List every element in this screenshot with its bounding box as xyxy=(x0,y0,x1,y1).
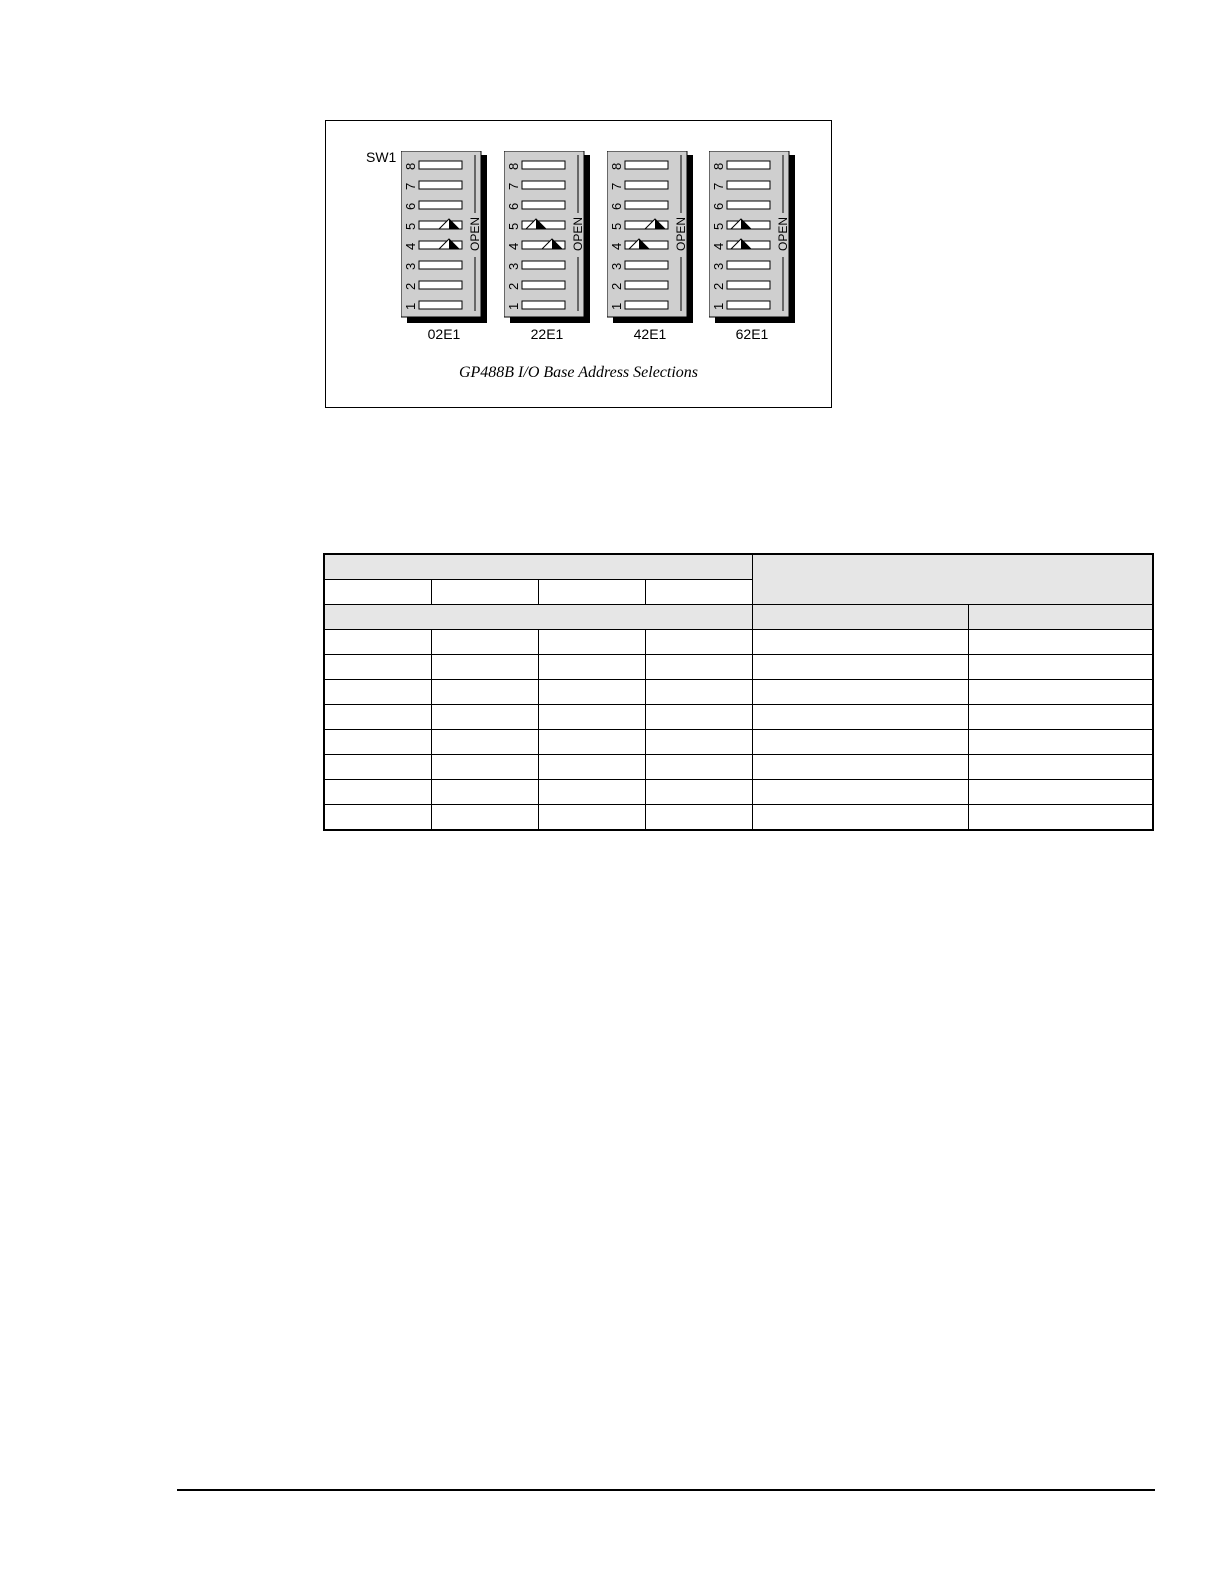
open-label: OPEN xyxy=(674,216,688,251)
switch-slot xyxy=(625,181,668,189)
table-cell xyxy=(324,680,431,705)
switch-position-number: 3 xyxy=(609,262,624,270)
table-cell xyxy=(968,805,1153,831)
switch-slot xyxy=(522,261,565,269)
switch-position-number: 4 xyxy=(711,242,726,250)
table-cell xyxy=(645,705,752,730)
address-label-02e1: 02E1 xyxy=(427,326,461,342)
table-cell xyxy=(538,730,645,755)
table-row xyxy=(324,780,1153,805)
table-cell xyxy=(968,680,1153,705)
switch-id-label: SW1 xyxy=(366,149,397,165)
switch-position-number: 4 xyxy=(609,242,624,250)
switch-position-number: 7 xyxy=(506,182,521,190)
table-cell xyxy=(538,680,645,705)
table-header-cell xyxy=(538,580,645,605)
switch-position-number: 5 xyxy=(711,222,726,230)
switch-position-number: 1 xyxy=(609,302,624,310)
switch-slot xyxy=(727,301,770,309)
table-cell xyxy=(968,780,1153,805)
switch-position-number: 6 xyxy=(506,202,521,210)
switch-slot xyxy=(727,201,770,209)
dip-switch-drawing xyxy=(401,151,487,323)
footer-divider xyxy=(177,1489,1155,1491)
table-row xyxy=(324,730,1153,755)
switch-position-number: 7 xyxy=(403,182,418,190)
switch-slot xyxy=(727,161,770,169)
switch-slot xyxy=(419,161,462,169)
address-label-22e1: 22E1 xyxy=(530,326,564,342)
switch-position-number: 8 xyxy=(506,162,521,170)
switch-position-number: 5 xyxy=(506,222,521,230)
table-header-cell xyxy=(752,605,968,630)
table-row xyxy=(324,630,1153,655)
switch-slot xyxy=(522,181,565,189)
switch-slot xyxy=(419,261,462,269)
table-header-cell xyxy=(324,554,752,580)
table-cell xyxy=(538,805,645,831)
table-cell xyxy=(538,705,645,730)
switch-slot xyxy=(419,281,462,289)
switch-position-number: 2 xyxy=(506,282,521,290)
switch-slot xyxy=(625,201,668,209)
open-label: OPEN xyxy=(468,216,482,251)
table-row xyxy=(324,805,1153,831)
table-cell xyxy=(431,680,538,705)
table-cell xyxy=(752,730,968,755)
switch-position-number: 1 xyxy=(506,302,521,310)
table-subheader-row xyxy=(324,605,1153,630)
table-cell xyxy=(538,780,645,805)
table-cell xyxy=(538,655,645,680)
switch-slot xyxy=(522,201,565,209)
switch-position-number: 5 xyxy=(403,222,418,230)
table-header-cell xyxy=(752,554,1153,605)
table-header-cell xyxy=(645,580,752,605)
switch-slot xyxy=(419,301,462,309)
table-cell xyxy=(324,805,431,831)
dip-switch-02e1 xyxy=(401,151,487,323)
dip-switch-drawing xyxy=(504,151,590,323)
switch-position-number: 3 xyxy=(711,262,726,270)
dip-switch-figure xyxy=(325,120,832,408)
table-cell xyxy=(752,680,968,705)
dip-switch-62e1 xyxy=(709,151,795,323)
table-header-row xyxy=(324,554,1153,580)
switch-slot xyxy=(625,261,668,269)
switch-slot xyxy=(522,161,565,169)
switch-slot xyxy=(522,281,565,289)
table-cell xyxy=(324,630,431,655)
table-cell xyxy=(431,730,538,755)
switch-slot xyxy=(625,281,668,289)
table-cell xyxy=(324,705,431,730)
switch-slot xyxy=(727,281,770,289)
table-cell xyxy=(968,630,1153,655)
switch-position-number: 5 xyxy=(609,222,624,230)
table-cell xyxy=(324,780,431,805)
address-label-42e1: 42E1 xyxy=(633,326,667,342)
table-cell xyxy=(752,755,968,780)
table-header-cell xyxy=(431,580,538,605)
table-cell xyxy=(968,705,1153,730)
switch-slot xyxy=(625,301,668,309)
dip-switch-22e1 xyxy=(504,151,590,323)
table-cell xyxy=(324,655,431,680)
switch-position-number: 2 xyxy=(403,282,418,290)
switch-position-number: 4 xyxy=(403,242,418,250)
switch-position-number: 1 xyxy=(403,302,418,310)
table-header-cell xyxy=(324,580,431,605)
table-cell xyxy=(752,655,968,680)
table-cell xyxy=(645,680,752,705)
table-cell xyxy=(324,755,431,780)
switch-slot xyxy=(419,201,462,209)
table-cell xyxy=(968,655,1153,680)
table-cell xyxy=(538,755,645,780)
address-table xyxy=(323,553,1154,831)
switch-slot xyxy=(625,161,668,169)
table-cell xyxy=(752,630,968,655)
switch-position-number: 3 xyxy=(506,262,521,270)
switch-slot xyxy=(522,301,565,309)
address-label-62e1: 62E1 xyxy=(735,326,769,342)
table-header-cell xyxy=(324,605,752,630)
table-cell xyxy=(645,780,752,805)
switch-position-number: 8 xyxy=(403,162,418,170)
table-cell xyxy=(431,655,538,680)
table-cell xyxy=(431,780,538,805)
switch-position-number: 2 xyxy=(711,282,726,290)
table-cell xyxy=(645,630,752,655)
switch-position-number: 8 xyxy=(711,162,726,170)
switch-position-number: 3 xyxy=(403,262,418,270)
switch-position-number: 4 xyxy=(506,242,521,250)
open-label: OPEN xyxy=(571,216,585,251)
table-row xyxy=(324,655,1153,680)
address-table-body xyxy=(324,554,1153,830)
table-cell xyxy=(645,755,752,780)
table-cell xyxy=(431,755,538,780)
switch-slot xyxy=(727,181,770,189)
table-cell xyxy=(538,630,645,655)
figure-caption: GP488B I/O Base Address Selections xyxy=(458,364,699,381)
switch-position-number: 7 xyxy=(609,182,624,190)
table-cell xyxy=(752,805,968,831)
switch-position-number: 2 xyxy=(609,282,624,290)
table-row xyxy=(324,705,1153,730)
open-label: OPEN xyxy=(776,216,790,251)
table-cell xyxy=(431,630,538,655)
table-cell xyxy=(752,705,968,730)
table-cell xyxy=(645,805,752,831)
dip-switch-drawing xyxy=(709,151,795,323)
table-cell xyxy=(645,655,752,680)
switch-position-number: 6 xyxy=(609,202,624,210)
table-cell xyxy=(431,805,538,831)
table-cell xyxy=(968,755,1153,780)
dip-switch-42e1 xyxy=(607,151,693,323)
table-cell xyxy=(752,780,968,805)
table-cell xyxy=(645,730,752,755)
switch-position-number: 7 xyxy=(711,182,726,190)
switch-slot xyxy=(727,261,770,269)
switch-slot xyxy=(419,181,462,189)
switch-position-number: 8 xyxy=(609,162,624,170)
switch-position-number: 6 xyxy=(403,202,418,210)
switch-position-number: 1 xyxy=(711,302,726,310)
dip-switch-drawing xyxy=(607,151,693,323)
table-cell xyxy=(431,705,538,730)
table-cell xyxy=(968,730,1153,755)
table-cell xyxy=(324,730,431,755)
switch-position-number: 6 xyxy=(711,202,726,210)
table-header-cell xyxy=(968,605,1153,630)
table-row xyxy=(324,680,1153,705)
table-row xyxy=(324,755,1153,780)
